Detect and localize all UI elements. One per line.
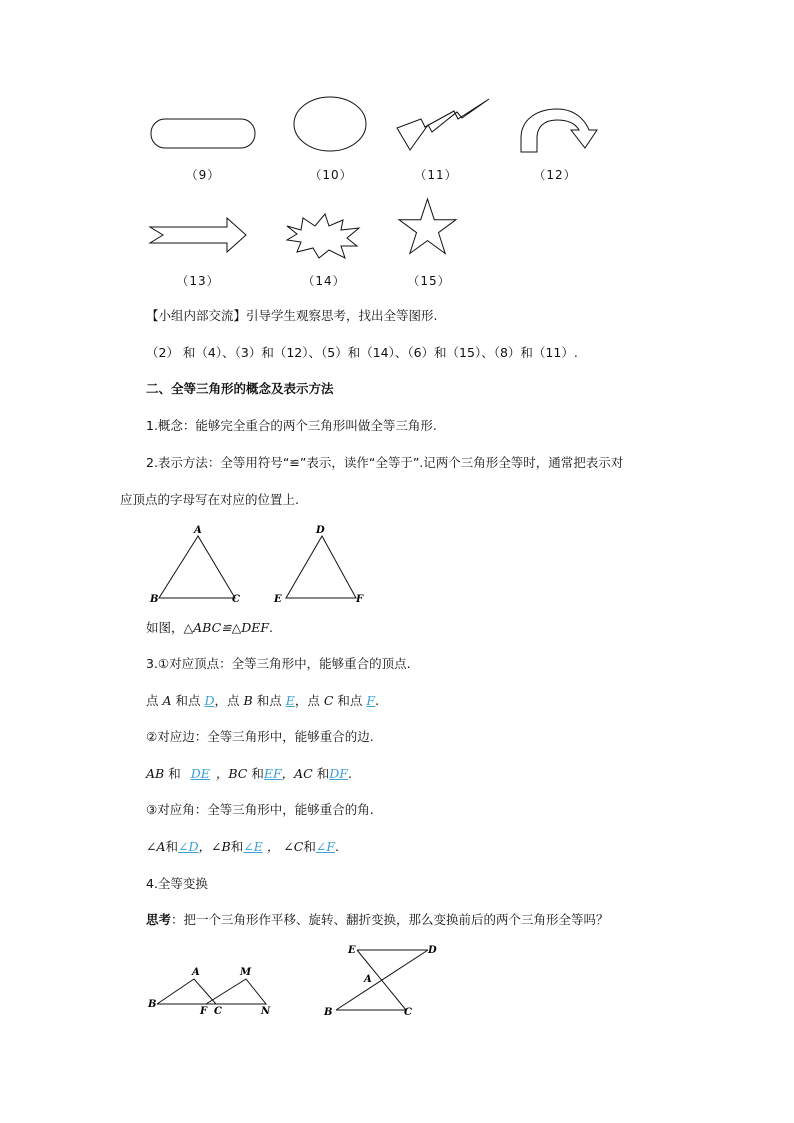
shape-11-lightning-bolt — [396, 97, 492, 153]
caption-11: （11） — [414, 168, 458, 182]
angle-b: ，∠B — [198, 839, 231, 854]
example-prefix: 如图， — [146, 620, 184, 635]
text-fragment: 和点 — [337, 693, 363, 708]
label-f: F — [356, 594, 364, 605]
vertex-c: C — [323, 693, 334, 708]
side-ab: AB — [146, 766, 165, 781]
text-fragment: ，点 — [294, 693, 320, 708]
caption-15: （15） — [407, 274, 451, 288]
label-a: A — [194, 525, 202, 536]
shape-10-ellipse — [292, 96, 368, 154]
sides-answer-line — [146, 766, 352, 782]
answer-vertex-e: E — [285, 693, 295, 708]
example-expression: △ABC≌△DEF — [183, 620, 270, 635]
answer-angle-d: ∠D — [178, 839, 199, 854]
angle-c: ， ∠C — [266, 839, 304, 854]
answer-vertex-d: D — [204, 693, 215, 708]
answer-angle-e: ∠E — [243, 839, 263, 854]
triangle-abc — [159, 536, 235, 598]
label-e: E — [274, 594, 282, 605]
label-e: E — [348, 945, 356, 956]
think-body: ：把一个三角形作平移、旋转、翻折变换，那么变换前后的两个三角形全等吗？ — [171, 912, 609, 927]
caption-13: （13） — [176, 274, 220, 288]
label-b: B — [324, 1007, 333, 1018]
concept-line: 1.概念：能够完全重合的两个三角形叫做全等三角形. — [146, 418, 437, 433]
label-c: C — [404, 1007, 412, 1018]
label-a: A — [192, 967, 200, 978]
text-fragment: 和点 — [256, 693, 282, 708]
text-fragment: 和 — [316, 766, 330, 781]
example-line — [146, 620, 273, 636]
caption-10: （10） — [309, 168, 353, 182]
think-label: 思考 — [146, 912, 172, 927]
label-a: A — [364, 974, 372, 985]
group-exchange-body: 引导学生观察思考，找出全等图形. — [246, 308, 438, 323]
answer-angle-f: ∠F — [315, 839, 336, 854]
text-fragment: 点 — [146, 693, 159, 708]
text-fragment: 和 — [230, 839, 244, 854]
caption-12: （12） — [533, 168, 577, 182]
label-d: D — [316, 525, 325, 536]
figure-rotation — [320, 942, 440, 1020]
think-line — [146, 912, 609, 928]
label-c: C — [214, 1006, 222, 1017]
angle-a: ∠A — [146, 839, 166, 854]
vertices-answer-line — [146, 693, 379, 709]
label-b: B — [150, 594, 159, 605]
text-fragment: 和 — [168, 766, 181, 781]
label-m: M — [240, 967, 252, 978]
label-b: B — [148, 999, 157, 1010]
answer-side-ef: EF — [263, 766, 282, 781]
text-fragment: ，点 — [214, 693, 240, 708]
answer-side-df: DF — [329, 766, 348, 781]
label-c: C — [232, 594, 240, 605]
vertex-a: A — [162, 693, 172, 708]
angles-answer-line — [146, 839, 339, 855]
shape-14-explosion — [285, 212, 361, 260]
answer-side-de: DE — [190, 766, 210, 781]
shape-12-curved-arrow — [519, 108, 601, 154]
angles-heading: ③对应角：全等三角形中，能够重合的角. — [146, 802, 374, 817]
shape-15-star — [396, 198, 460, 258]
group-exchange-head: 【小组内部交流】 — [146, 308, 247, 323]
shape-9-rounded-rectangle — [150, 118, 256, 150]
label-d: D — [428, 945, 437, 956]
text-fragment: . — [375, 693, 380, 708]
vertex-b: B — [243, 693, 253, 708]
text-fragment: 和 — [251, 766, 264, 781]
answer-vertex-f: F — [366, 693, 376, 708]
text-fragment: 和 — [303, 839, 316, 854]
label-f: F — [200, 1006, 208, 1017]
group-exchange-line — [146, 308, 438, 324]
congruent-pairs-line: （2） 和（4）、（3）和（12）、（5）和（14）、（6）和（15）、（8）和（11）. — [146, 345, 578, 360]
text-fragment: 和 — [165, 839, 179, 854]
shape-13-notched-arrow — [149, 217, 249, 255]
side-bc: ，BC — [215, 766, 248, 781]
sides-heading: ②对应边：全等三角形中，能够重合的边. — [146, 729, 374, 744]
text-fragment: . — [347, 766, 352, 781]
section-2-heading: 二、全等三角形的概念及表示方法 — [146, 381, 334, 396]
side-ac: ，AC — [281, 766, 313, 781]
notation-line-2: 应顶点的字母写在对应的位置上. — [120, 492, 299, 507]
transform-heading: 4.全等变换 — [146, 876, 208, 891]
triangle-def — [286, 536, 356, 598]
figure-triangles-abc-def — [150, 524, 370, 608]
caption-9: （9） — [185, 168, 221, 182]
text-fragment: 和点 — [175, 693, 201, 708]
notation-line-1: 2.表示方法：全等用符号“≌”表示，读作“全等于”.记两个三角形全等时，通常把表示对 — [146, 455, 624, 470]
example-suffix: . — [269, 620, 274, 635]
vertices-heading: 3.①对应顶点：全等三角形中，能够重合的顶点. — [146, 656, 411, 671]
text-fragment: . — [335, 839, 339, 854]
figure-translation — [146, 964, 276, 1018]
caption-14: （14） — [302, 274, 346, 288]
label-n: N — [261, 1006, 271, 1017]
